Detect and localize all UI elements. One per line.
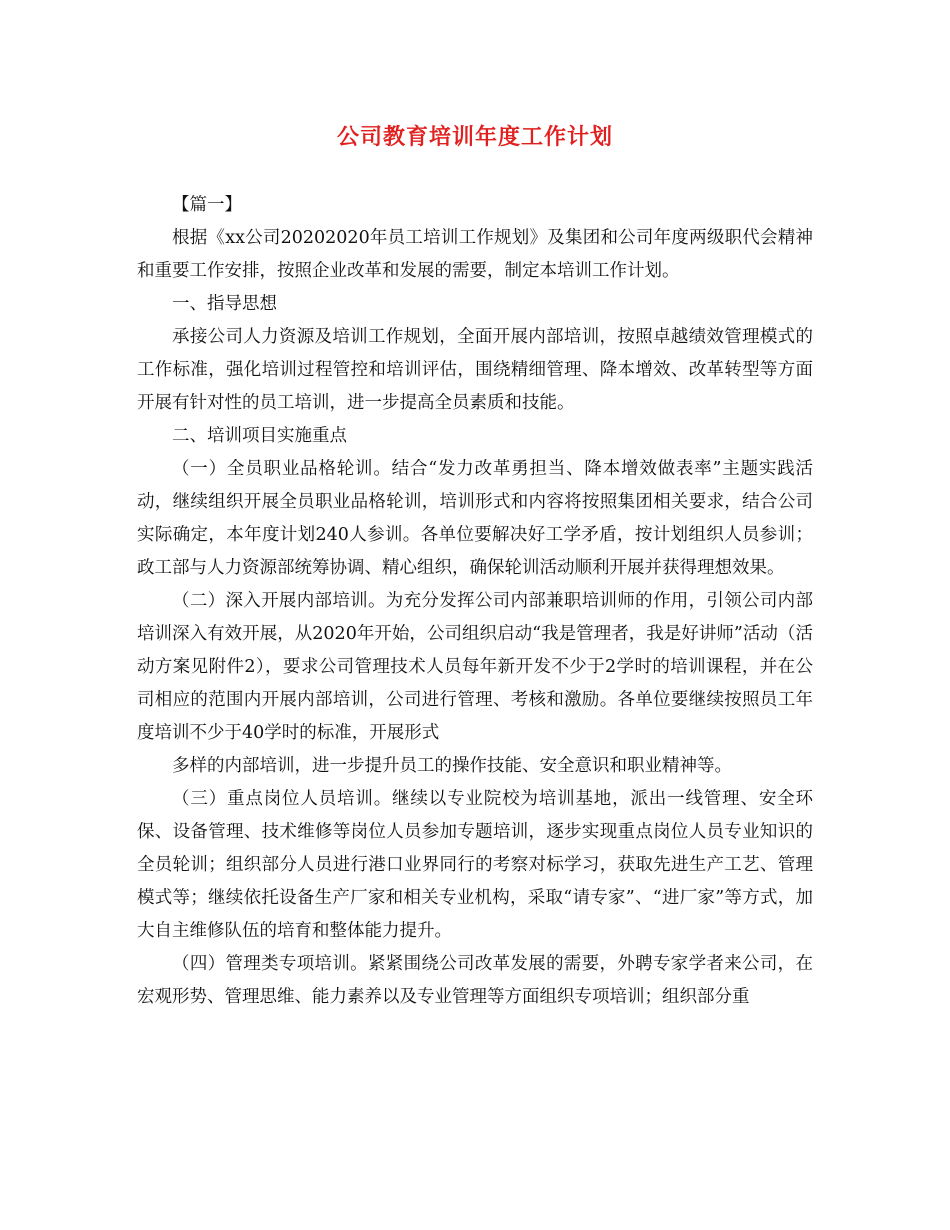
- item-2-continuation: 多样的内部培训，进一步提升员工的操作技能、安全意识和职业精神等。: [172, 756, 732, 776]
- document-title: 公司教育培训年度工作计划: [336, 124, 613, 150]
- item-3-paragraph: （三）重点岗位人员培训。继续以专业院校为培训基地，派出一线管理、安全环保、设备管理、技术维修等岗位人员参加专题培训，逐步实现重点岗位人员专业知识的全员轮训；组织部分人员进行港口业界同行的考察对标学习，获取先进生产工艺、管理模式等；继续依托设备生产厂家和相关专业机构，采取“请专家”、“进厂家”等方式，加大自主维修队伍的培育和整体能力提升。: [137, 789, 813, 941]
- guiding-thought-paragraph: 承接公司人力资源及培训工作规划，全面开展内部培训，按照卓越绩效管理模式的工作标准，强化培训过程管控和培训评估，围绕精细管理、降本增效、改革转型等方面开展有针对性的员工培训，进一步提高全员素质和技能。: [137, 327, 813, 413]
- section-label: 【篇一】: [172, 195, 242, 215]
- heading-training-focus: 二、培训项目实施重点: [172, 426, 347, 446]
- intro-paragraph: 根据《xx公司20202020年员工培训工作规划》及集团和公司年度两级职代会精神和重要工作安排，按照企业改革和发展的需要，制定本培训工作计划。: [137, 228, 813, 281]
- item-2-paragraph: （二）深入开展内部培训。为充分发挥公司内部兼职培训师的作用，引领公司内部培训深入有效开展，从2020年开始，公司组织启动“我是管理者，我是好讲师”活动（活动方案见附件2），要求公司管理技术人员每年新开发不少于2学时的培训课程，并在公司相应的范围内开展内部培训，公司进行管理、考核和激励。各单位要继续按照员工年度培训不少于40学时的标准，开展形式: [137, 591, 813, 743]
- document-body: [137, 189, 813, 1014]
- heading-guiding-thought: 一、指导思想: [172, 294, 277, 314]
- item-1-paragraph: （一）全员职业品格轮训。结合“发力改革勇担当、降本增效做表率”主题实践活动，继续组织开展全员职业品格轮训，培训形式和内容将按照集团相关要求，结合公司实际确定，本年度计划240人参训。各单位要解决好工学矛盾，按计划组织人员参训；政工部与人力资源部统筹协调、精心组织，确保轮训活动顺利开展并获得理想效果。: [137, 459, 813, 578]
- item-4-paragraph: （四）管理类专项培训。紧紧围绕公司改革发展的需要，外聘专家学者来公司，在宏观形势、管理思维、能力素养以及专业管理等方面组织专项培训；组织部分重: [137, 954, 813, 1007]
